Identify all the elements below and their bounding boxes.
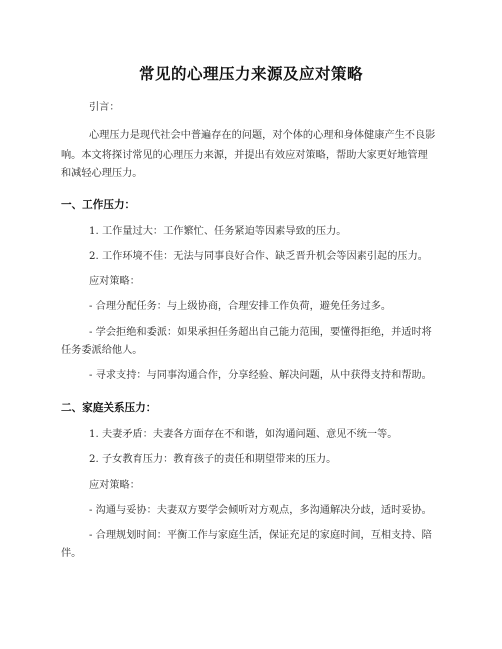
intro-line-2: 响。本文将探讨常见的心理压力来源，并提出有效应对策略，帮助大家更好地管理 bbox=[61, 150, 428, 161]
section-2-strategy-label: 应对策略： bbox=[89, 480, 140, 491]
section-2-strategy-2-line-2: 伴。 bbox=[61, 548, 82, 559]
intro-line-3: 和减轻心理压力。 bbox=[61, 168, 143, 179]
intro-label: 引言： bbox=[89, 102, 120, 113]
section-1-strategy-2-line-2: 任务委派给他人。 bbox=[61, 345, 143, 356]
section-1-heading: 一、工作压力： bbox=[61, 199, 136, 211]
section-1-item-2: 2. 工作环境不佳：无法与同事良好合作、缺乏晋升机会等因素引起的压力。 bbox=[89, 251, 428, 262]
section-1-item-1: 1. 工作量过大：工作繁忙、任务紧迫等因素导致的压力。 bbox=[89, 226, 347, 237]
section-1-strategy-label: 应对策略： bbox=[89, 276, 140, 287]
section-2-strategy-1: - 沟通与妥协：夫妻双方要学会倾听对方观点，多沟通解决分歧，适时妥协。 bbox=[89, 505, 432, 516]
section-2-strategy-2-line-1: - 合理规划时间：平衡工作与家庭生活，保证充足的家庭时间，互相支持、陪 bbox=[89, 530, 432, 541]
section-1-strategy-3: - 寻求支持：与同事沟通合作，分享经验、解决问题，从中获得支持和帮助。 bbox=[89, 370, 432, 381]
section-2-item-2: 2. 子女教育压力：教育孩子的责任和期望带来的压力。 bbox=[89, 454, 337, 465]
section-1-strategy-1: - 合理分配任务：与上级协商，合理安排工作负荷，避免任务过多。 bbox=[89, 301, 392, 312]
document-title: 常见的心理压力来源及应对策略 bbox=[138, 65, 363, 83]
section-1-strategy-2-line-1: - 学会拒绝和委派：如果承担任务超出自己能力范围，要懂得拒绝，并适时将 bbox=[89, 327, 432, 338]
section-2-item-1: 1. 夫妻矛盾：夫妻各方面存在不和谐，如沟通问题、意见不统一等。 bbox=[89, 429, 398, 440]
intro-line-1: 心理压力是现代社会中普遍存在的问题，对个体的心理和身体健康产生不良影 bbox=[89, 130, 436, 141]
section-2-heading: 二、家庭关系压力： bbox=[61, 402, 157, 414]
